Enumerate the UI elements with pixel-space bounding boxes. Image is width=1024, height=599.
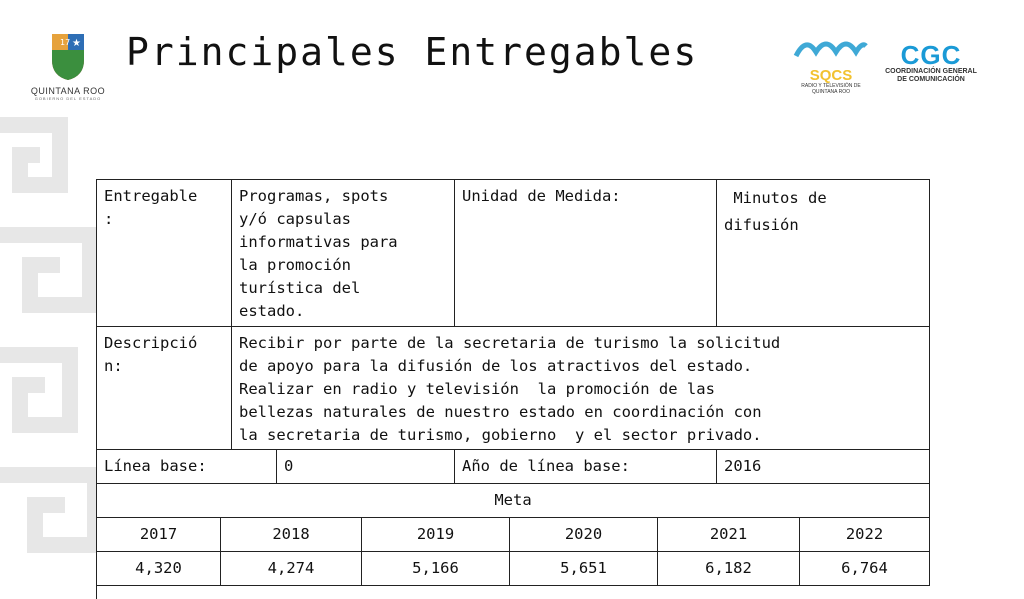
year-cell: 2019 [362,518,510,552]
svg-text:17: 17 [60,38,71,47]
descripcion-value: Recibir por parte de la secretaria de turismo la solicitud de apoyo para la difusión de los atractivos del estado. Realizar en radio y televisión la promoción de las bellezas naturales de nuestro estado en coordinación con la secretaria de turismo, gobierno y el sector privado. [232,327,930,450]
shield-icon [28,30,108,82]
cgc-subtext-2: DE COMUNICACIÓN [897,76,965,83]
value-cell: 4,274 [221,552,362,586]
value-cell: 6,764 [800,552,930,586]
year-cell: 2021 [658,518,800,552]
value-cell: 5,651 [510,552,658,586]
cgc-text: CGC [900,40,962,70]
year-cell: 2022 [800,518,930,552]
cgc-logo [878,42,984,90]
year-cell: 2018 [221,518,362,552]
page-title: Principales Entregables [126,30,699,74]
deliverables-table [96,179,930,599]
value-cell: 6,182 [658,552,800,586]
svg-text:★: ★ [72,38,81,49]
logo-subtext: GOBIERNO DEL ESTADO [34,96,102,101]
year-cell: 2020 [510,518,658,552]
entregable-value: Programas, spots y/ó capsulas informativas para la promoción turística del estado. [232,180,455,327]
quintana-roo-logo [28,30,108,101]
value-cell: 4,320 [97,552,221,586]
sqcs-subtext: RADIO Y TELEVISIÓN DE QUINTANA ROO [801,83,861,95]
anio-base-label: Año de línea base: [455,450,717,484]
unidad-value: Minutos de difusión [717,180,930,327]
value-cell: 5,166 [362,552,510,586]
sqcs-logo [792,34,870,96]
sqcs-text: SQCS [809,67,853,84]
unidad-label: Unidad de Medida: [455,180,717,327]
linea-base-value: 0 [277,450,455,484]
meta-header: Meta [97,484,930,518]
year-cell: 2017 [97,518,221,552]
entregable-label: Entregable : [97,180,232,327]
logo-text: QUINTANA ROO [30,86,106,96]
waves-icon [792,34,870,64]
cgc-subtext-1: COORDINACIÓN GENERAL [885,68,977,75]
descripcion-label: Descripció n: [97,327,232,450]
linea-base-label: Línea base: [97,450,277,484]
anio-base-value: 2016 [717,450,930,484]
decorative-pattern [0,105,110,576]
